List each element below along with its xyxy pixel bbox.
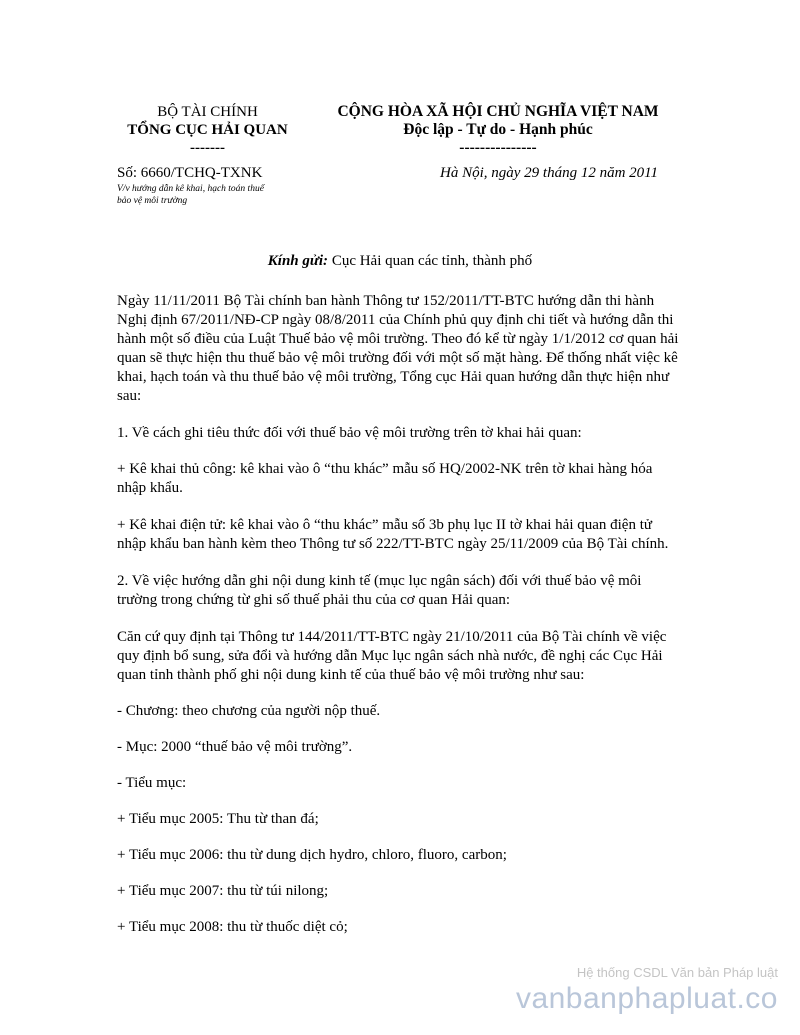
recipient-label: Kính gửi: [267,253,329,269]
list-item-subsection-2008: + Tiểu mục 2008: thu từ thuốc diệt cỏ; [117,919,348,935]
list-item-chapter: - Chương: theo chương của người nộp thuế. [117,703,381,719]
paragraph-section-1: 1. Về cách ghi tiêu thức đối với thuế bảo vệ môi trường trên tờ khai hải quan: [117,425,582,441]
paragraph-manual-declaration: + Kê khai thủ công: kê khai vào ô “thu khác” mẫu số HQ/2002-NK trên tờ khai hàng hóa nhập khẩu. [117,461,653,496]
watermark-caption: Hệ thống CSDL Văn bản Pháp luật [576,965,778,980]
paragraph-intro: Ngày 11/11/2011 Bộ Tài chính ban hành Thông tư 152/2011/TT-BTC hướng dẫn thi hành Nghị định 67/2011/NĐ-CP ngày 08/8/2011 của Chính phủ quy định chi tiết và hướng dẫn thi hành một số điều của Luật Thuế bảo vệ môi trường. Theo đó kể từ ngày 1/1/2012 cơ quan hải quan sẽ thực hiện thu thuế bảo vệ môi trường đối với một số mặt hàng. Để thống nhất việc kê khai, hạch toán và thu thuế bảo vệ môi trường, Tổng cục Hải quan hướng dẫn thực hiện như sau: [117,293,679,404]
country-name: CỘNG HÒA XÃ HỘI CHỦ NGHĨA VIỆT NAM [337,103,659,120]
list-item-subsection-2007: + Tiểu mục 2007: thu từ túi nilong; [117,883,329,899]
watermark-domain: vanbanphapluat.co [515,982,778,1015]
list-item-subsection-2005: + Tiểu mục 2005: Thu từ than đá; [117,811,319,827]
list-item-section: - Mục: 2000 “thuế bảo vệ môi trường”. [117,739,353,755]
document-number: Số: 6660/TCHQ-TXNK [117,165,263,181]
department-name: TỔNG CỤC HẢI QUAN [127,122,288,138]
subject-line: V/v hướng dẫn kê khai, hạch toán thuế [117,184,264,194]
paragraph-section-2: 2. Về việc hướng dẫn ghi nội dung kinh tế (mục lục ngân sách) đối với thuế bảo vệ môi trường trong chứng từ ghi số thuế phải thu của cơ quan Hải quan: [117,573,642,608]
issuer-separator: ------- [190,140,225,156]
national-heading [318,103,678,157]
document-subject [117,183,297,207]
list-item-subsection-2006: + Tiểu mục 2006: thu từ dung dịch hydro, chloro, fluoro, carbon; [117,847,507,863]
recipient-name: Cục Hải quan các tỉnh, thành phố [328,253,533,269]
issue-date: Hà Nội, ngày 29 tháng 12 năm 2011 [440,165,659,181]
motto-separator: --------------- [459,139,537,156]
site-watermark [516,965,778,1017]
national-motto: Độc lập - Tự do - Hạnh phúc [403,121,593,138]
document-body [117,292,682,937]
ministry-name: BỘ TÀI CHÍNH [157,104,258,120]
subject-line: bảo vệ môi trường [117,196,188,206]
paragraph-legal-basis: Căn cứ quy định tại Thông tư 144/2011/TT-BTC ngày 21/10/2011 của Bộ Tài chính về việc quy định bổ sung, sửa đổi và hướng dẫn Mục lục ngân sách nhà nước, đề nghị các Cục Hải quan tỉnh thành phố ghi nội dung kinh tế của thuế bảo vệ môi trường như sau: [117,629,667,683]
issuer-block [105,103,310,157]
recipient-line [0,253,800,270]
list-item-subsections: - Tiểu mục: [117,775,187,791]
paragraph-electronic-declaration: + Kê khai điện tử: kê khai vào ô “thu khác” mẫu số 3b phụ lục II tờ khai hải quan điện tử nhập khẩu ban hành kèm theo Thông tư số 222/TT-BTC ngày 25/11/2009 của Bộ Tài chính. [117,517,669,552]
